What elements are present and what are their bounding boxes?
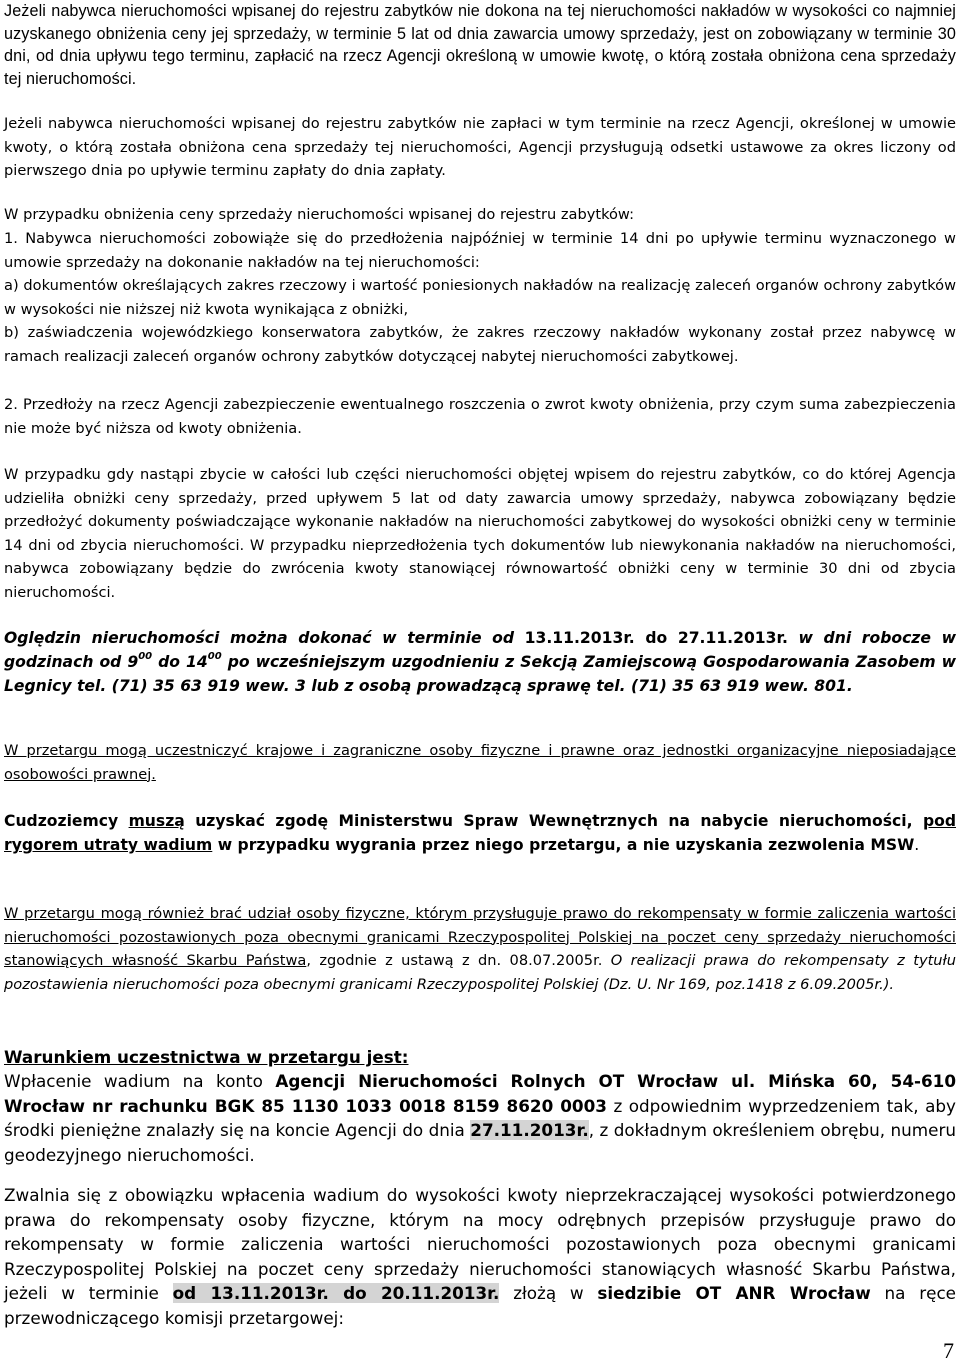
- paragraph-item-2: 2. Przedłoży na rzecz Agencji zabezpieczenie ewentualnego roszczenia o zwrot kwoty obniżenia, przy czym suma zabezpieczenia nie może być niższa od kwoty obniżenia.: [4, 396, 956, 437]
- paragraph-penalty: Jeżeli nabywca nieruchomości wpisanej do rejestru zabytków nie dokona na tej nieruchomości nakładów w wysokości co najmniej uzyskanego obniżenia ceny jej sprzedaży, w terminie 5 lat od dnia zawarcia umowy sprzedaży, jest on zobowiązany w terminie 30 dni, od dnia upływu tego terminu, zapłacić na rzecz Agencji określoną w umowie kwotę, o którą została obniżona cena sprzedaży tej nieruchomości.: [4, 2, 956, 88]
- paragraph-interest: Jeżeli nabywca nieruchomości wpisanej do rejestru zabytków nie zapłaci w tym terminie na rzecz Agencji, określonej w umowie kwoty, o którą została obniżona cena sprzedaży tej nieruchomości, Agencji przysługują odsetki ustawowe za okres liczony od pierwszego dnia po upływie terminu zapłaty do dnia zapłaty.: [4, 115, 956, 179]
- paragraph-foreigners: Cudzoziemcy muszą uzyskać zgodę Ministerstwu Spraw Wewnętrznych na nabycie nieruchomości, pod rygorem utraty wadium w przypadku wygrania przez niego przetargu, a nie uzyskania zezwolenia MSW.: [4, 812, 956, 855]
- paragraph-deposit: Wpłacenie wadium na konto Agencji Nieruchomości Rolnych OT Wrocław ul. Mińska 60, 54-610 Wrocław nr rachunku BGK 85 1130 1033 0018 8159 8620 0003 z odpowiednim wyprzedzeniem tak, aby środki pieniężne znalazły się na koncie Agencji do dnia 27.11.2013r., z dokładnym określeniem obrębu, numeru geodezyjnego nieruchomości.: [4, 1071, 956, 1165]
- paragraph-participation-heading: Warunkiem uczestnictwa w przetargu jest:: [4, 1047, 409, 1067]
- paragraph-participants: W przetargu mogą uczestniczyć krajowe i zagraniczne osoby fizyczne i prawne oraz jednostki organizacyjne nieposiadające osobowości prawnej.: [4, 742, 956, 783]
- paragraph-item-b: b) zaświadczenia wojewódzkiego konserwatora zabytków, że zakres rzeczowy nakładów wykonany został przez nabywcę w ramach realizacji zaleceń organów ochrony zabytków dotyczącej nabytej nieruchomości zabytkowej.: [4, 324, 956, 365]
- paragraph-price-reduction-intro: W przypadku obniżenia ceny sprzedaży nieruchomości wpisanej do rejestru zabytków:: [4, 206, 634, 223]
- deposit-deadline: 27.11.2013r.: [470, 1120, 589, 1141]
- paragraph-sale-before-5-years: W przypadku gdy nastąpi zbycie w całości lub części nieruchomości objętej wpisem do rejestru zabytków, co do której Agencja udzieliła obniżki ceny sprzedaży, przed upływem 5 lat od daty zawarcia umowy sprzedaży, nabywca zobowiązany będzie przedłożyć dokumenty poświadczające wykonanie nakładów na nieruchomości zabytkowej do wysokości obniżki ceny w terminie 14 dni od zbycia nieruchomości. W przypadku nieprzedłożenia tych dokumentów lub niewykonania nakładów na nieruchomości, nabywca zobowiązany będzie do zwrócenia kwoty stanowiącej równowartość obniżki ceny w terminie 30 dni od zbycia nieruchomości.: [4, 466, 956, 601]
- inspection-dates: 13.11.2013r. do 27.11.2013r.: [524, 629, 788, 647]
- exemption-dates: od 13.11.2013r. do 20.11.2013r.: [172, 1283, 500, 1304]
- page-number: 7: [943, 1338, 954, 1363]
- paragraph-item-1: 1. Nabywca nieruchomości zobowiąże się do przedłożenia najpóźniej w terminie 14 dni po upływie terminu wyznaczonego w umowie sprzedaży na dokonanie nakładów na tej nieruchomości:: [4, 230, 956, 271]
- bank-account: Agencji Nieruchomości Rolnych OT Wrocław ul. Mińska 60, 54-610 Wrocław nr rachunku BGK 85 1130 1033 0018 8159 8620 0003: [4, 1071, 956, 1116]
- paragraph-item-a: a) dokumentów określających zakres rzeczowy i wartość poniesionych nakładów na realizację zaleceń organów ochrony zabytków w wysokości nie niższej niż kwota wynikająca z obniżki,: [4, 277, 956, 318]
- paragraph-inspection: Oględzin nieruchomości można dokonać w terminie od 13.11.2013r. do 27.11.2013r. w dni robocze w godzinach od $9^{00}$ do $14^{00}$ po wcześniejszym uzgodnieniu z Sekcją Zamiejscową Gospodarowania Zasobem w Legnicy tel. (71) 35 63 919 wew. 3 lub z osobą prowadzącą sprawę tel. (71) 35 63 919 wew. 801.: [4, 629, 956, 696]
- paragraph-deposit-exemption: Zwalnia się z obowiązku wpłacenia wadium do wysokości kwoty nieprzekraczającej wysokości potwierdzonego prawa do rekompensaty osoby fizyczne, którym na mocy odrębnych przepisów przysługuje prawo do rekompensaty w formie zaliczenia wartości nieruchomości pozostawionych poza obecnymi granicami Rzeczypospolitej Polskiej na poczet ceny sprzedaży nieruchomości stanowiących własność Skarbu Państwa, jeżeli w terminie od 13.11.2013r. do 20.11.2013r. złożą w siedzibie OT ANR Wrocław na ręce przewodniczącego komisji przetargowej:: [4, 1185, 957, 1328]
- paragraph-compensation-rights: W przetargu mogą również brać udział osoby fizyczne, którym przysługuje prawo do rekompensaty w formie zaliczenia wartości nieruchomości pozostawionych poza obecnymi granicami Rzeczypospolitej Polskiej na poczet ceny sprzedaży nieruchomości stanowiących własność Skarbu Państwa, zgodnie z ustawą z dn. 08.07.2005r. O realizacji prawa do rekompensaty z tytułu pozostawienia nieruchomości poza obecnymi granicami Rzeczypospolitej Polskiej (Dz. U. Nr 169, poz.1418 z 6.09.2005r.).: [4, 905, 956, 993]
